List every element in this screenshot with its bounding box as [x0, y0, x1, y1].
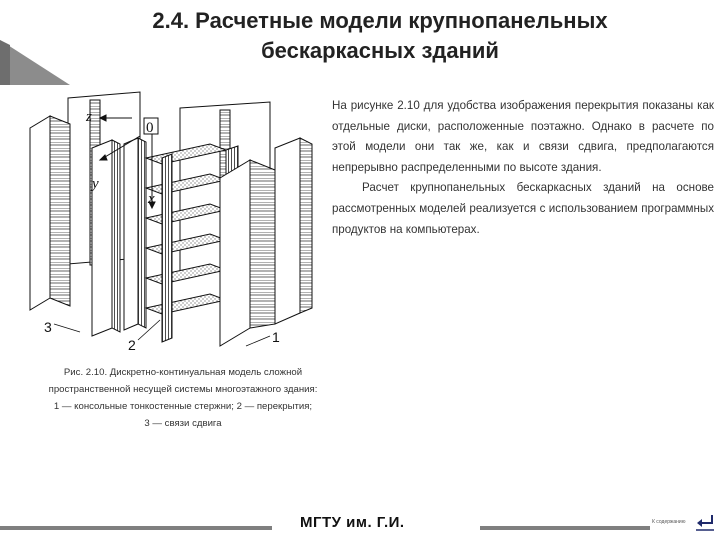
- return-arrow-icon[interactable]: [694, 510, 716, 532]
- label-1: 1: [272, 329, 280, 345]
- axis-label-y: y: [92, 176, 99, 192]
- caption-line: Рис. 2.10. Дискретно-континуальная модель сложной: [63, 367, 303, 378]
- axis-label-z: z: [86, 109, 92, 125]
- paragraph-2: Расчет крупнопанельных бескаркасных зданий на основе рассмотренных моделей реализуется с использованием программных продуктов на компьютерах.: [332, 181, 714, 236]
- caption-line: 1 — консольные тонкостенные стержни; 2 — перекрытия;: [53, 401, 313, 412]
- label-3: 3: [44, 319, 52, 335]
- title-line-2: бескаркасных зданий: [261, 38, 499, 63]
- shear-wall-left: [30, 116, 70, 310]
- footer-bar-right: [480, 526, 650, 530]
- central-columns: [92, 138, 146, 336]
- caption-line: 3 — связи сдвига: [144, 418, 222, 429]
- body-text: [332, 96, 714, 240]
- axis-label-zero: 0: [146, 120, 154, 136]
- building-model-figure: [20, 88, 320, 358]
- footer-institution: МГТУ им. Г.И.: [300, 514, 405, 531]
- caption-line: пространственной несущей системы многоэтажного здания:: [48, 384, 318, 395]
- contents-link[interactable]: К содержанию: [652, 519, 686, 525]
- cantilever-wall-right: [220, 138, 312, 346]
- figure-caption: [18, 364, 348, 432]
- paragraph-1: На рисунке 2.10 для удобства изображения перекрытия показаны как отдельные диски, расположенные поэтажно. Однако в расчете по этой модели они так же, как и связи сдвига, предполагаются непрерывно распределенными по высоте здания.: [332, 99, 714, 174]
- axis-label-x: x: [148, 191, 155, 207]
- page-title: [60, 6, 700, 66]
- title-line-1: 2.4. Расчетные модели крупнопанельных: [152, 8, 608, 33]
- label-2: 2: [128, 337, 136, 353]
- footer-bar-left: [0, 526, 272, 530]
